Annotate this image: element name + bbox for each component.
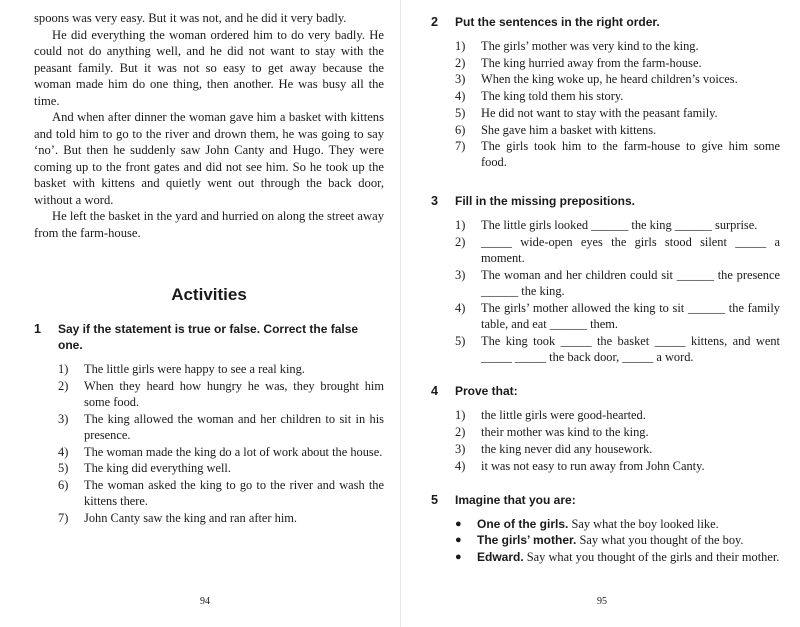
task-instruction: Imagine that you are: [455,493,576,508]
page-number: 94 [200,596,210,607]
list-item [455,217,780,233]
task-2-list [455,38,780,171]
list-item [455,267,780,299]
item-text: She gave him a basket with kittens. [481,122,657,137]
item-text: The little girls were happy to see a real king. [84,362,305,376]
list-item [455,55,780,71]
item-number: 5) [455,333,466,348]
item-number: 2) [58,378,69,393]
list-item [455,549,780,565]
list-item [455,532,780,548]
item-number: 4) [455,300,466,315]
item-number: 2) [455,234,466,249]
task-3 [431,193,780,365]
task-4-list [455,407,780,473]
list-item [58,460,384,476]
item-number: 1) [455,39,466,53]
list-item [58,411,384,443]
task-number: 1 [34,322,42,336]
item-text: the little girls were good-hearted. [481,408,646,423]
task-5 [431,492,780,565]
item-text: The girls’ mother allowed the king to sit ______ the family table, and eat ______ them. [481,300,780,331]
section-heading: Activities [171,285,247,304]
list-item [58,361,384,377]
item-number: 5) [455,105,466,120]
list-item [455,88,780,104]
item-number: 2) [455,425,466,440]
paragraph: And when after dinner the woman gave him a basket with kittens and told him to go to the river and drown them, he was going to say ‘no’. But then he suddenly saw John Canty and Hugo. They were coming up to the front gates and did not see him. So he took up the basket with kittens and quietly went out through the back door, without a word. [34,110,384,207]
right-page [400,0,800,627]
list-item [58,477,384,509]
task-instruction: Prove that: [455,384,518,399]
list-item [455,407,780,423]
list-item [455,38,780,54]
item-text: The woman and her children could sit ______ the presence ______ the king. [481,267,780,298]
item-text: it was not easy to run away from John Canty. [481,458,705,473]
item-number: 7) [58,510,69,525]
list-item [455,138,780,170]
role-label: The girls’ mother. [477,533,577,548]
item-number: 1) [455,408,466,423]
task-number: 5 [431,493,439,508]
item-number: 4) [58,444,69,459]
role-label: One of the girls. [477,517,569,532]
task-instruction: Put the sentences in the right order. [455,15,660,29]
item-number: 1) [455,218,466,233]
item-text: _____ wide-open eyes the girls stood silent _____ a moment. [481,234,780,266]
role-label: Edward. [477,549,524,564]
bullet-icon: ● [455,518,462,531]
list-item [58,378,384,410]
task-number: 2 [431,15,439,29]
task-1 [34,321,384,527]
item-number: 3) [58,411,69,426]
bullet-icon: ● [455,534,462,547]
item-number: 3) [455,72,466,87]
item-number: 2) [455,55,466,70]
item-text: The girls took him to the farm-house to give him some food. [481,139,780,170]
item-text: The king took _____ the basket _____ kittens, and went _____ _____ the back door, _____ a word. [481,333,780,364]
paragraph: He left the basket in the yard and hurried on along the street away from the farm-house. [34,209,384,240]
item-number: 5) [58,461,69,476]
item-text: The woman made the king do a lot of work about the house. [84,444,383,459]
item-text: The girls’ mother was very kind to the king. [481,39,699,53]
task-number: 3 [431,194,439,209]
item-text: the king never did any housework. [481,441,653,456]
item-number: 4) [455,89,466,104]
item-text: He did not want to stay with the peasant family. [481,105,718,120]
item-text: The king told them his story. [481,89,624,104]
item-number: 6) [455,122,466,137]
list-item [455,458,780,474]
list-item [58,510,384,526]
task-1-list [58,361,384,526]
list-item [455,122,780,138]
list-item [58,444,384,460]
list-item [455,516,780,532]
item-text: The king hurried away from the farm-house. [481,55,702,70]
list-item [455,441,780,457]
item-number: 3) [455,267,466,282]
item-text: The king did everything well. [84,461,231,476]
paragraph: He did everything the woman ordered him to do very badly. He could not do anything well, and he did not want to stay with the peasant family. But it was not so easy to get away because the woman made him do one thing, then another. He was busy all the time. [34,27,384,108]
list-item [455,300,780,332]
list-item [455,71,780,87]
item-text: their mother was kind to the king. [481,425,649,440]
list-item [455,234,780,266]
item-number: 7) [455,139,466,154]
bullet-icon: ● [455,550,462,563]
item-text: The woman asked the king to go to the river and wash the kittens there. [84,477,384,509]
list-item [455,424,780,440]
item-text: Say what the boy looked like. [568,517,719,532]
item-text: When the king woke up, he heard children’s voices. [481,72,738,87]
paragraph: spoons was very easy. But it was not, and he did it very badly. [34,11,347,25]
task-4 [431,383,780,474]
story-text [34,10,384,241]
item-text: Say what you thought of the boy. [576,533,744,548]
task-5-list [455,516,780,565]
item-number: 4) [455,458,466,473]
task-3-list [455,217,780,365]
task-instruction: Fill in the missing prepositions. [455,194,636,209]
task-instruction: Say if the statement is true or false. Correct the false one. [58,322,359,352]
item-text: Say what you thought of the girls and their mother. [523,549,780,564]
item-text: The king allowed the woman and her children to sit in his presence. [84,411,384,442]
item-text: The little girls looked ______ the king ______ surprise. [481,218,758,233]
item-number: 1) [58,362,69,376]
item-text: John Canty saw the king and ran after him. [84,510,298,525]
item-number: 3) [455,441,466,456]
item-number: 6) [58,477,69,492]
list-item [455,333,780,365]
page-number: 95 [597,596,607,607]
item-text: When they heard how hungry he was, they brought him some food. [84,378,384,409]
task-2 [431,14,780,171]
list-item [455,105,780,121]
task-number: 4 [431,384,439,399]
